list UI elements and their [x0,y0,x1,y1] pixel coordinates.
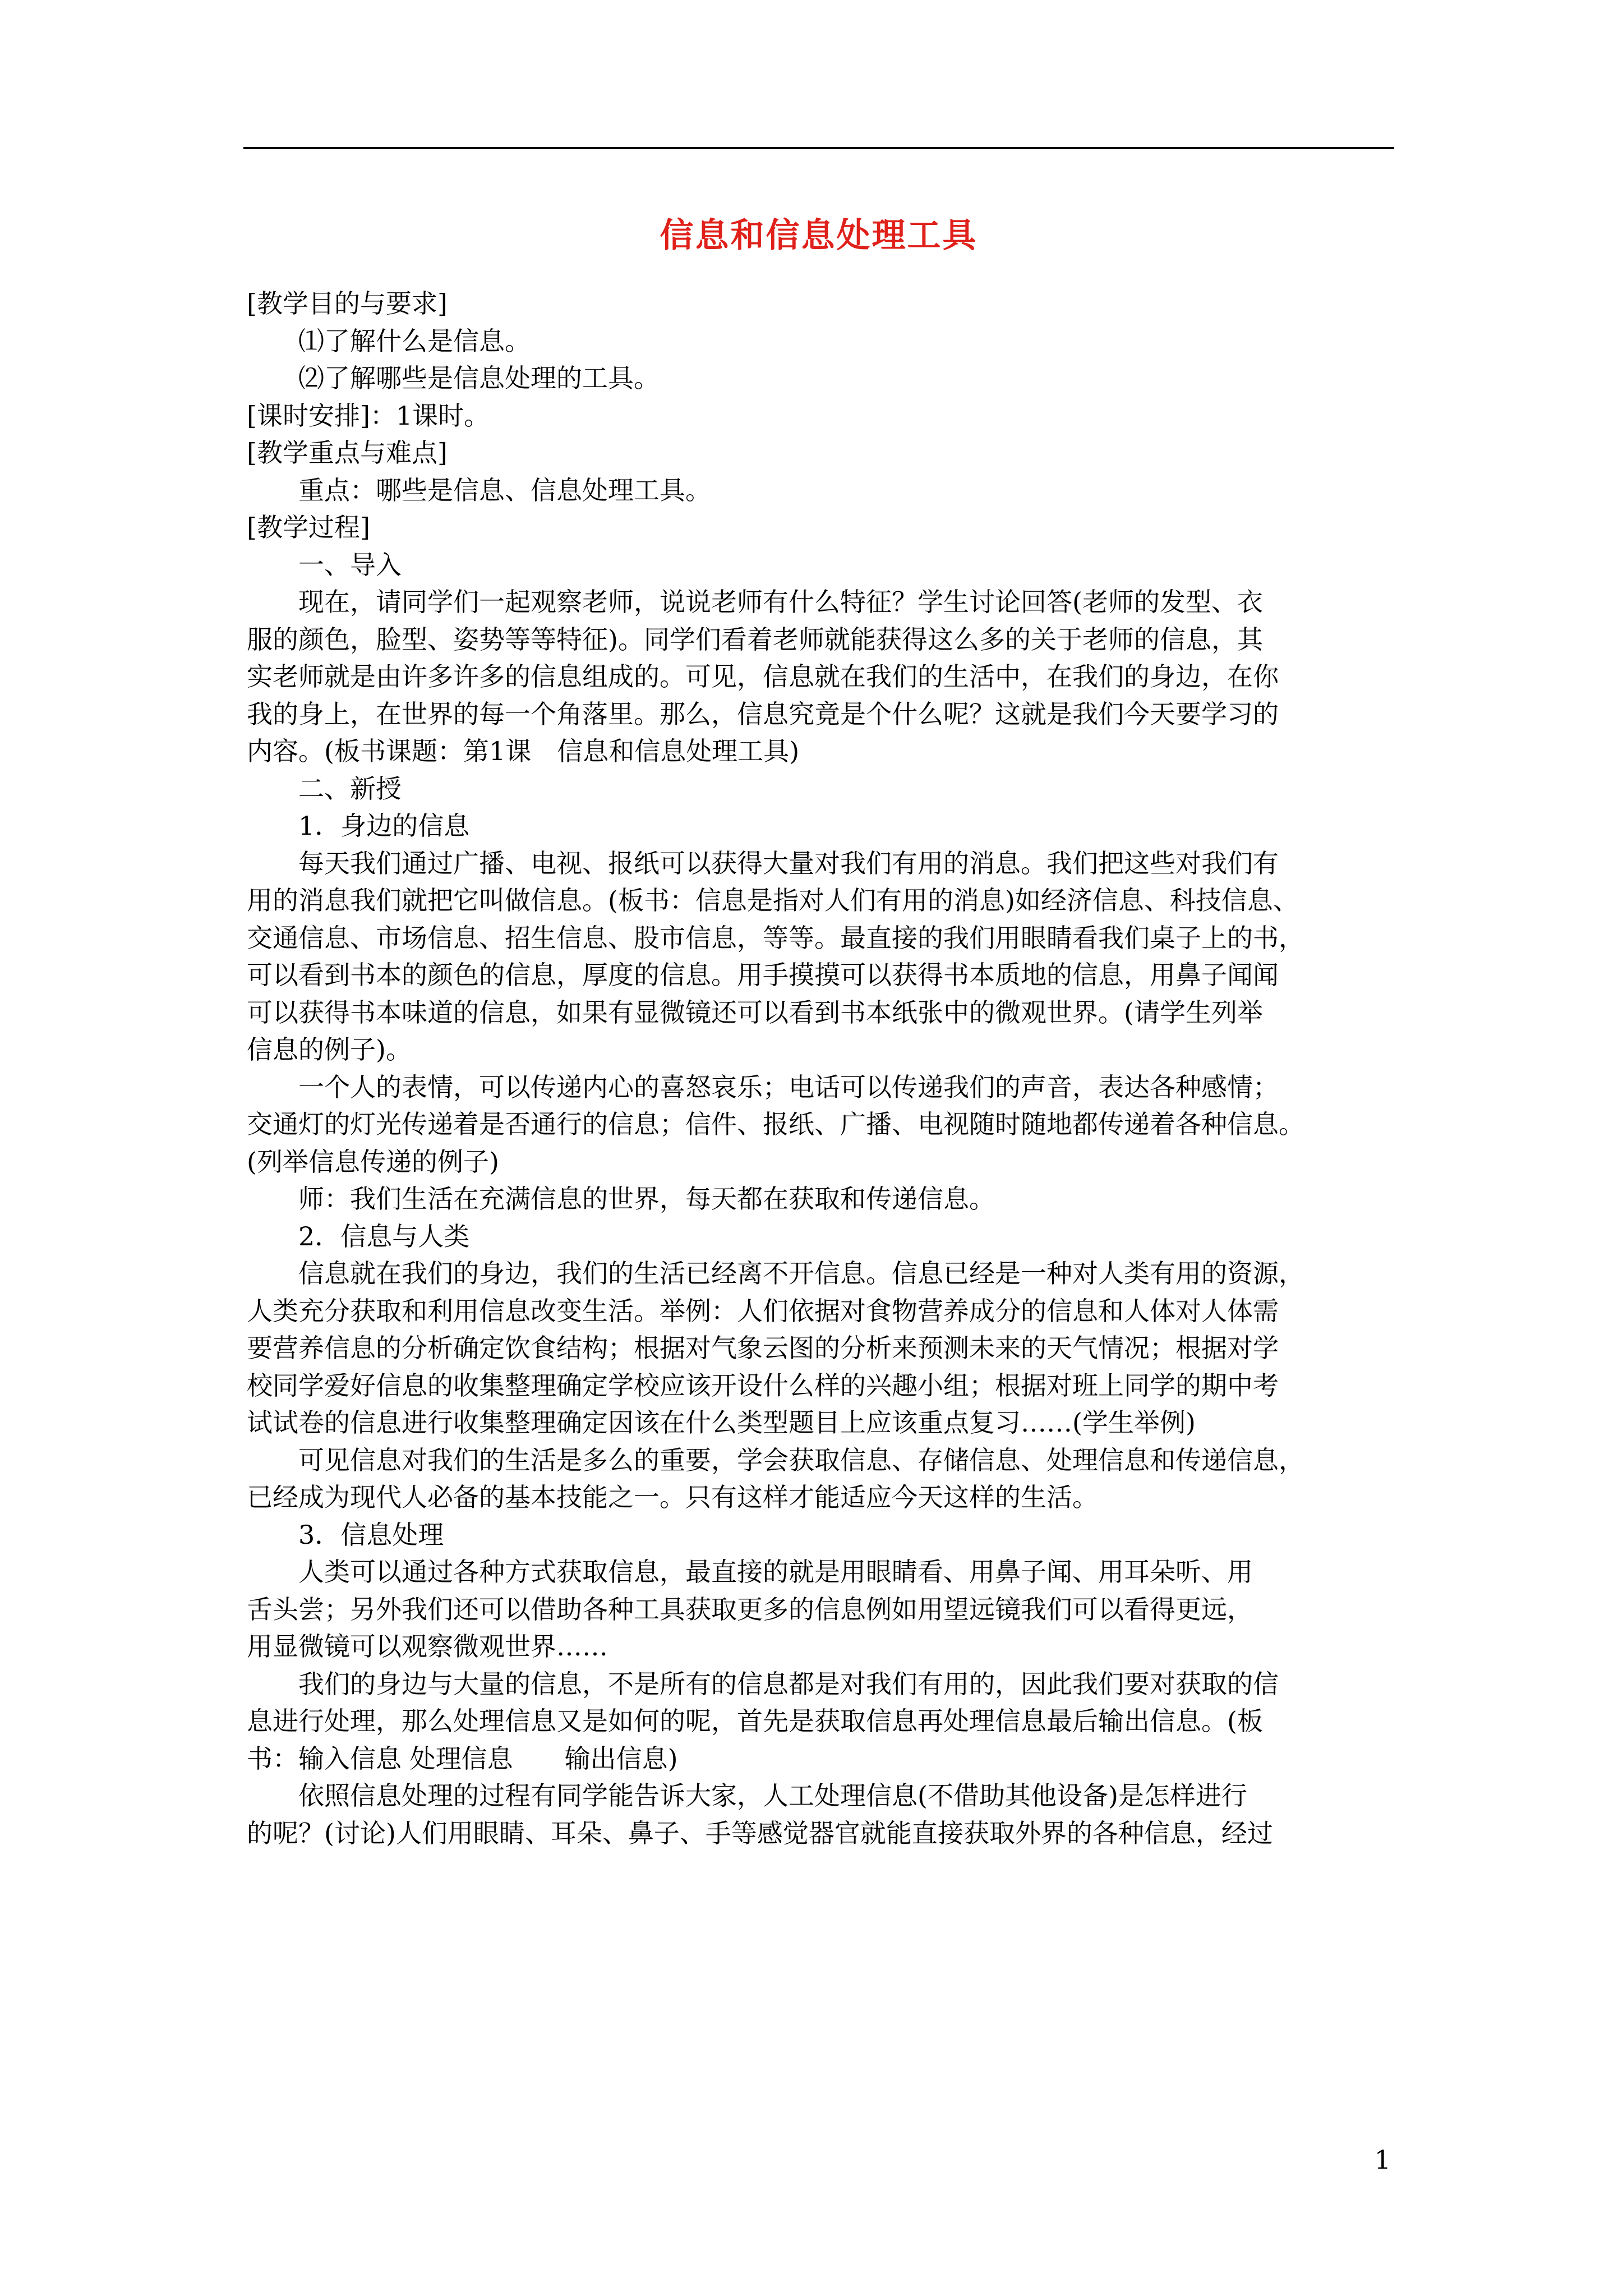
paragraph-line: 用显微镜可以观察微观世界…… [247,1631,608,1662]
document-title: 信息和信息处理工具 [660,216,978,255]
paragraph-line: 人类充分获取和利用信息改变生活。举例：人们依据对食物营养成分的信息和人体对人体需 [247,1295,1279,1326]
paragraph-line: 我的身上，在世界的每一个角落里。那么，信息究竟是个什么呢？这就是我们今天要学习的 [247,698,1279,729]
paragraph-line: 交通灯的灯光传递着是否通行的信息；信件、报纸、广播、电视随时随地都传递着各种信息。 [247,1109,1304,1139]
paragraph-line: 试试卷的信息进行收集整理确定因该在什么类型题目上应该重点复习……(学生举例) [247,1407,1196,1438]
objective-item: ⑴了解什么是信息。 [298,325,531,356]
paragraph-line: 的呢？(讨论)人们用眼睛、耳朵、鼻子、手等感觉器官就能直接获取外界的各种信息，经过 [247,1818,1273,1848]
page-number: 1 [1374,2145,1391,2175]
subheading-info-processing: 3．信息处理 [298,1519,444,1550]
paragraph-line: 可见信息对我们的生活是多么的重要，学会获取信息、存储信息、处理信息和传递信息， [298,1444,1304,1475]
subheading-new-lesson: 二、新授 [298,773,402,804]
paragraph-line: 信息的例子)。 [247,1034,412,1065]
paragraph-line: 校同学爱好信息的收集整理确定学校应该开设什么样的兴趣小组；根据对班上同学的期中考 [247,1370,1279,1401]
paragraph-line: (列举信息传递的例子) [247,1146,499,1177]
paragraph-line: 我们的身边与大量的信息，不是所有的信息都是对我们有用的，因此我们要对获取的信 [298,1668,1279,1699]
header-rule [243,147,1394,149]
paragraph-line: 每天我们通过广播、电视、报纸可以获得大量对我们有用的消息。我们把这些对我们有 [298,848,1279,878]
paragraph-line: 息进行处理，那么处理信息又是如何的呢，首先是获取信息再处理信息最后输出信息。(板 [247,1706,1263,1736]
paragraph-line: 可以看到书本的颜色的信息，厚度的信息。用手摸摸可以获得书本质地的信息，用鼻子闻闻 [247,960,1279,990]
paragraph-line: 一个人的表情，可以传递内心的喜怒哀乐；电话可以传递我们的声音，表达各种感情； [298,1071,1279,1102]
paragraph-line: 用的消息我们就把它叫做信息。(板书：信息是指对人们有用的消息)如经济信息、科技信息、 [247,885,1299,915]
paragraph-line: 现在，请同学们一起观察老师，说说老师有什么特征？学生讨论回答(老师的发型、衣 [298,587,1263,617]
paragraph-line: 已经成为现代人必备的基本技能之一。只有这样才能适应今天这样的生活。 [247,1482,1098,1512]
section-heading-key-points: [教学重点与难点] [247,438,448,468]
paragraph-line: 依照信息处理的过程有同学能告诉大家，人工处理信息(不借助其他设备)是怎样进行 [298,1780,1247,1811]
section-heading-process: [教学过程] [247,512,370,542]
paragraph-line: 实老师就是由许多许多的信息组成的。可见，信息就在我们的生活中，在我们的身边，在你 [247,661,1279,692]
paragraph-line: 书：输入信息 处理信息 输出信息) [247,1743,678,1774]
key-point-text: 重点：哪些是信息、信息处理工具。 [298,475,711,505]
paragraph-line: 舌头尝；另外我们还可以借助各种工具获取更多的信息例如用望远镜我们可以看得更远， [247,1594,1253,1625]
subheading-info-and-humans: 2．信息与人类 [298,1221,470,1251]
paragraph-line: 内容。(板书课题：第1课 信息和信息处理工具) [247,736,800,766]
paragraph-line: 要营养信息的分析确定饮食结构；根据对气象云图的分析来预测未来的天气情况；根据对学 [247,1333,1279,1363]
subheading-info-around: 1．身边的信息 [298,811,470,841]
objective-item: ⑵了解哪些是信息处理的工具。 [298,363,660,393]
paragraph-line: 师：我们生活在充满信息的世界，每天都在获取和传递信息。 [298,1184,995,1214]
paragraph-line: 信息就在我们的身边，我们的生活已经离不开信息。信息已经是一种对人类有用的资源， [298,1258,1304,1289]
section-heading-schedule: [课时安排]：1课时。 [247,400,490,431]
section-heading-objectives: [教学目的与要求] [247,288,448,319]
subheading-intro: 一、导入 [298,549,402,580]
document-body [247,285,1391,1852]
paragraph-line: 人类可以通过各种方式获取信息，最直接的就是用眼睛看、用鼻子闻、用耳朵听、用 [298,1557,1253,1587]
paragraph-line: 可以获得书本味道的信息，如果有显微镜还可以看到书本纸张中的微观世界。(请学生列举 [247,997,1263,1028]
paragraph-line: 交通信息、市场信息、招生信息、股市信息，等等。最直接的我们用眼睛看我们桌子上的书， [247,922,1304,953]
paragraph-line: 服的颜色，脸型、姿势等等特征)。同学们看着老师就能获得这么多的关于老师的信息，其 [247,624,1263,655]
